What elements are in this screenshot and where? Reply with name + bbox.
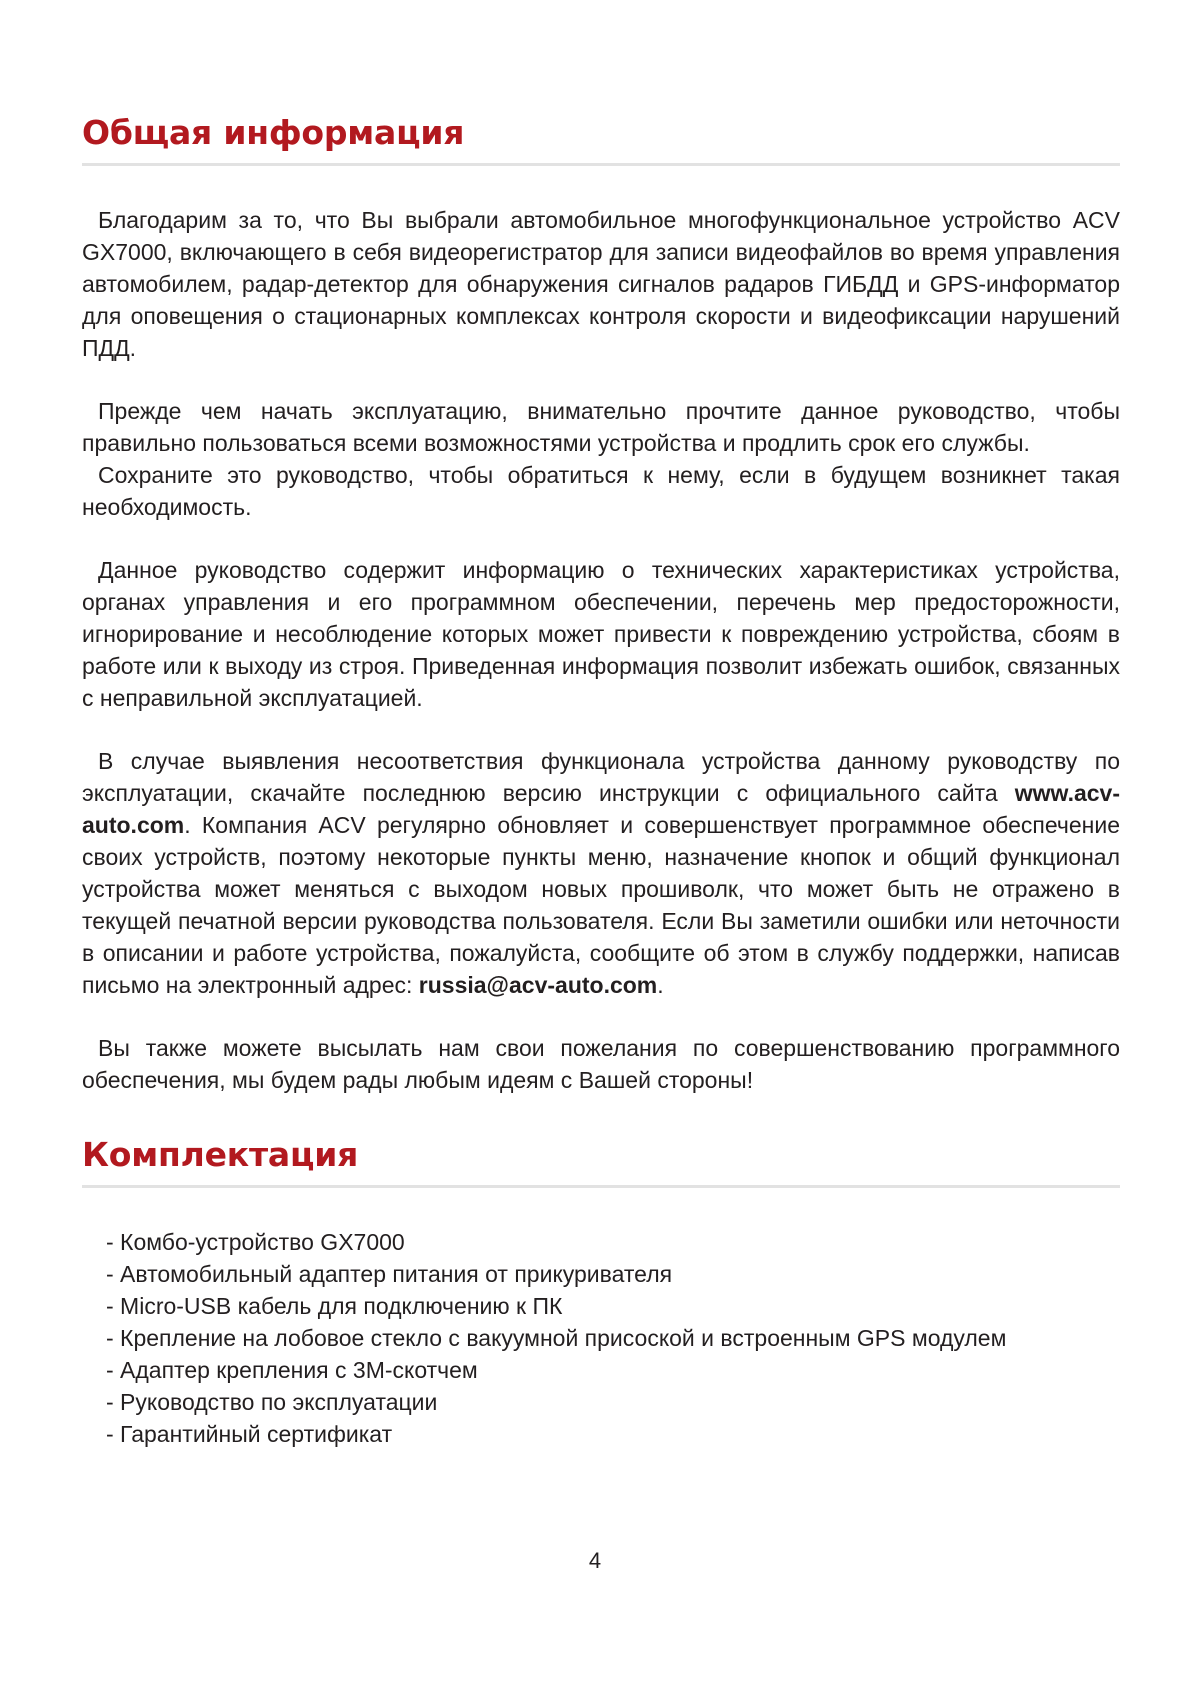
page-number: 4 (588, 1548, 602, 1573)
paragraph-feedback: Вы также можете высылать нам свои пожелания по совершенствованию программного обеспечения, мы будем рады любым идеям с Вашей стороны! (82, 1035, 1120, 1093)
kit-list (82, 1226, 1120, 1450)
list-item: - Micro-USB кабель для подключению к ПК (106, 1293, 563, 1319)
list-item: - Крепление на лобовое стекло с вакуумной присоской и встроенным GPS модулем (106, 1325, 1007, 1351)
manual-page (82, 105, 1120, 1450)
paragraph-read-manual: Прежде чем начать эксплуатацию, внимательно прочтите данное руководство, чтобы правильно пользоваться всеми возможностями устройства и продлить срок его службы. (82, 398, 1120, 456)
list-item: - Руководство по эксплуатации (106, 1389, 438, 1415)
list-item: - Автомобильный адаптер питания от прикуривателя (106, 1261, 673, 1287)
website-link[interactable]: www.acv-auto.com (82, 780, 1120, 838)
list-item: - Адаптер крепления с 3M-скотчем (106, 1357, 478, 1383)
updates-text-1: В случае выявления несоответствия функционала устройства данному руководству по эксплуатации, скачайте последнюю версию инструкции с официального сайта (82, 748, 1120, 806)
paragraph-updates (82, 745, 1120, 1001)
updates-text-2: . Компания ACV регулярно обновляет и совершенствует программное обеспечение своих устройств, поэтому некоторые пункты меню, назначение кнопок и общий функционал устройства может меняться с выходом новых прошиволк, что может быть не отражено в текущей печатной версии руководства пользователя. Если Вы заметили ошибки или неточности в описании и работе устройства, пожалуйста, сообщите об этом в службу поддержки, написав письмо на электронный адрес: (82, 812, 1120, 998)
support-email-link[interactable]: russia@acv-auto.com (418, 972, 658, 998)
paragraph-keep-manual: Сохраните это руководство, чтобы обратиться к нему, если в будущем возникнет такая необходимость. (82, 462, 1120, 520)
paragraph-intro: Благодарим за то, что Вы выбрали автомобильное многофункциональное устройство ACV GX7000, включающего в себя видеорегистратор для записи видеофайлов во время управления автомобилем, радар-детектор для обнаружения сигналов радаров ГИБДД и GPS-информатор для оповещения о стационарных комплексах контроля скорости и видеофиксации нарушений ПДД. (82, 207, 1120, 361)
section-title-kit: Комплектация (82, 1127, 1120, 1188)
updates-text-3: . (657, 972, 664, 998)
list-item: - Комбо-устройство GX7000 (106, 1229, 405, 1255)
section-title-general-info: Общая информация (82, 105, 1120, 166)
paragraph-manual-contents: Данное руководство содержит информацию о технических характеристиках устройства, органах управления и его программном обеспечении, перечень мер предосторожности, игнорирование и несоблюдение которых может привести к повреждению устройства, сбоям в работе или к выходу из строя. Приведенная информация позволит избежать ошибок, связанных с неправильной эксплуатацией. (82, 557, 1120, 711)
list-item: - Гарантийный сертификат (106, 1421, 393, 1447)
